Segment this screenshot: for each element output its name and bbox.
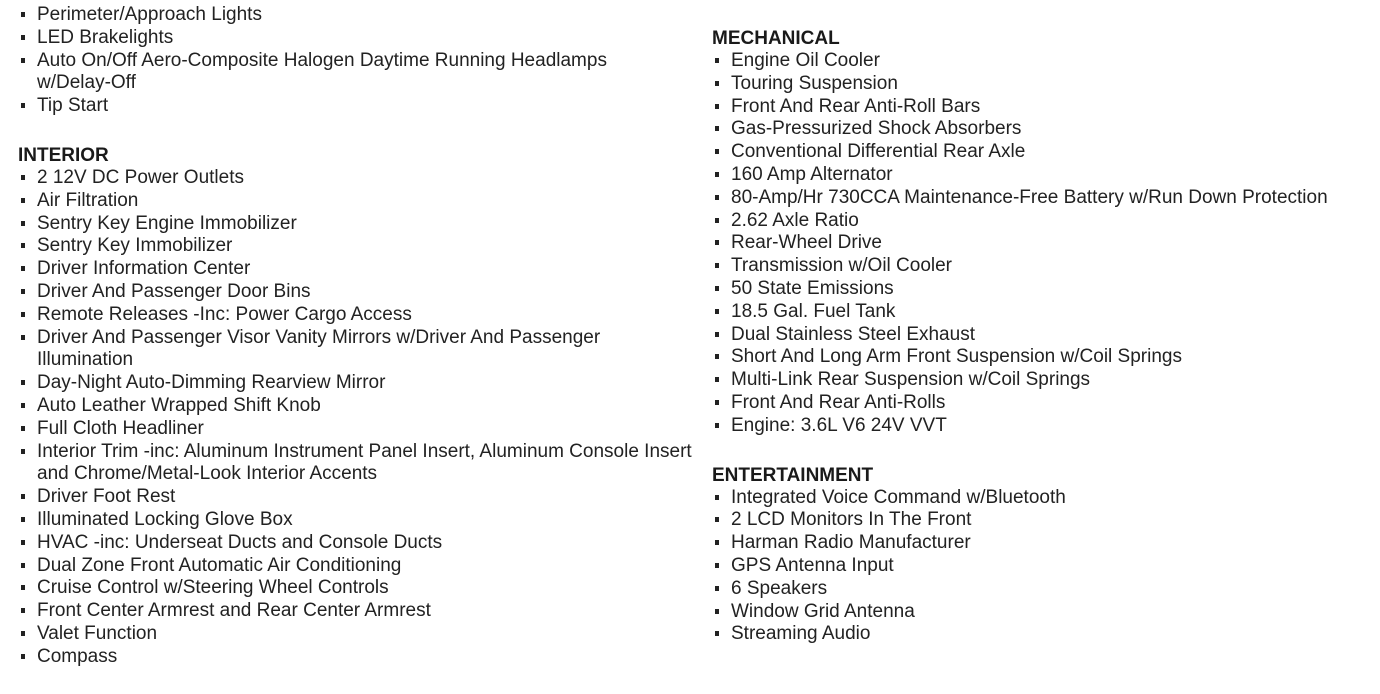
bullet-icon bbox=[715, 609, 719, 614]
bullet-icon bbox=[715, 240, 719, 245]
left-column bbox=[18, 4, 698, 669]
bullet-icon bbox=[21, 494, 25, 499]
bullet-icon bbox=[21, 103, 25, 108]
list-item: Driver And Passenger Visor Vanity Mirrors w/Driver And Passenger Illumination bbox=[18, 327, 677, 373]
section-title-entertainment: ENTERTAINMENT bbox=[712, 464, 874, 486]
list-item: Driver Foot Rest bbox=[18, 486, 698, 509]
list-item: Engine: 3.6L V6 24V VVT bbox=[712, 415, 1376, 438]
list-item: Auto On/Off Aero-Composite Halogen Daytime Running Headlamps w/Delay-Off bbox=[18, 50, 677, 96]
bullet-icon bbox=[715, 126, 719, 131]
bullet-icon bbox=[715, 149, 719, 154]
bullet-icon bbox=[21, 540, 25, 545]
bullet-icon bbox=[21, 608, 25, 613]
list-item: Dual Stainless Steel Exhaust bbox=[712, 324, 1376, 347]
list-item: 2 LCD Monitors In The Front bbox=[712, 509, 1376, 532]
list-item: LED Brakelights bbox=[18, 27, 698, 50]
section-gap bbox=[18, 118, 698, 144]
bullet-icon bbox=[21, 198, 25, 203]
mechanical-list bbox=[712, 50, 1376, 438]
bullet-icon bbox=[715, 400, 719, 405]
list-item: Window Grid Antenna bbox=[712, 601, 1376, 624]
list-item: Air Filtration bbox=[18, 190, 698, 213]
bullet-icon bbox=[21, 563, 25, 568]
list-item: Cruise Control w/Steering Wheel Controls bbox=[18, 577, 698, 600]
list-item: Conventional Differential Rear Axle bbox=[712, 141, 1376, 164]
list-item: Remote Releases -Inc: Power Cargo Access bbox=[18, 304, 698, 327]
entertainment-list bbox=[712, 487, 1376, 647]
list-item: 2.62 Axle Ratio bbox=[712, 210, 1376, 233]
right-column bbox=[712, 27, 1376, 646]
bullet-icon bbox=[21, 585, 25, 590]
bullet-icon bbox=[715, 286, 719, 291]
list-item: Rear-Wheel Drive bbox=[712, 232, 1376, 255]
bullet-icon bbox=[715, 263, 719, 268]
bullet-icon bbox=[715, 195, 719, 200]
list-item: 6 Speakers bbox=[712, 578, 1376, 601]
bullet-icon bbox=[21, 175, 25, 180]
interior-section bbox=[18, 144, 698, 669]
list-item: Driver And Passenger Door Bins bbox=[18, 281, 698, 304]
list-item: Interior Trim -inc: Aluminum Instrument Panel Insert, Aluminum Console Insert and Chrome/Metal-Look Interior Accents bbox=[18, 441, 709, 487]
bullet-icon bbox=[715, 104, 719, 109]
interior-list bbox=[18, 167, 698, 669]
list-item: Sentry Key Engine Immobilizer bbox=[18, 213, 698, 236]
list-item: 18.5 Gal. Fuel Tank bbox=[712, 301, 1376, 324]
bullet-icon bbox=[21, 426, 25, 431]
bullet-icon bbox=[715, 218, 719, 223]
entertainment-section bbox=[712, 464, 1376, 647]
list-item: Short And Long Arm Front Suspension w/Coil Springs bbox=[712, 346, 1376, 369]
bullet-icon bbox=[715, 58, 719, 63]
bullet-icon bbox=[715, 540, 719, 545]
list-item: Front And Rear Anti-Rolls bbox=[712, 392, 1376, 415]
bullet-icon bbox=[715, 631, 719, 636]
list-item: 160 Amp Alternator bbox=[712, 164, 1376, 187]
list-item: Auto Leather Wrapped Shift Knob bbox=[18, 395, 698, 418]
list-item: Streaming Audio bbox=[712, 623, 1376, 646]
exterior-list bbox=[18, 4, 698, 118]
section-title-interior: INTERIOR bbox=[18, 144, 109, 166]
list-item: Front Center Armrest and Rear Center Armrest bbox=[18, 600, 698, 623]
bullet-icon bbox=[715, 354, 719, 359]
list-item: Multi-Link Rear Suspension w/Coil Springs bbox=[712, 369, 1376, 392]
bullet-icon bbox=[21, 312, 25, 317]
bullet-icon bbox=[21, 221, 25, 226]
bullet-icon bbox=[21, 517, 25, 522]
list-item: Tip Start bbox=[18, 95, 698, 118]
section-title-mechanical: MECHANICAL bbox=[712, 28, 840, 49]
bullet-icon bbox=[715, 423, 719, 428]
bullet-icon bbox=[21, 403, 25, 408]
list-item: Day-Night Auto-Dimming Rearview Mirror bbox=[18, 372, 698, 395]
list-item: Compass bbox=[18, 646, 698, 669]
bullet-icon bbox=[715, 517, 719, 522]
bullet-icon bbox=[715, 495, 719, 500]
bullet-icon bbox=[21, 449, 25, 454]
list-item: GPS Antenna Input bbox=[712, 555, 1376, 578]
list-item: Engine Oil Cooler bbox=[712, 50, 1376, 73]
bullet-icon bbox=[21, 266, 25, 271]
section-gap bbox=[712, 438, 1376, 464]
list-item: Full Cloth Headliner bbox=[18, 418, 698, 441]
bullet-icon bbox=[715, 563, 719, 568]
list-item: 50 State Emissions bbox=[712, 278, 1376, 301]
bullet-icon bbox=[715, 81, 719, 86]
bullet-icon bbox=[715, 172, 719, 177]
list-item: Gas-Pressurized Shock Absorbers bbox=[712, 118, 1376, 141]
mechanical-section bbox=[712, 27, 1376, 438]
list-item: Sentry Key Immobilizer bbox=[18, 235, 698, 258]
bullet-icon bbox=[21, 58, 25, 63]
list-item: Perimeter/Approach Lights bbox=[18, 4, 698, 27]
list-item: 2 12V DC Power Outlets bbox=[18, 167, 698, 190]
list-item: Touring Suspension bbox=[712, 73, 1376, 96]
exterior-section bbox=[18, 4, 698, 118]
bullet-icon bbox=[21, 380, 25, 385]
bullet-icon bbox=[715, 309, 719, 314]
list-item: Dual Zone Front Automatic Air Conditioning bbox=[18, 555, 698, 578]
bullet-icon bbox=[21, 631, 25, 636]
list-item: Driver Information Center bbox=[18, 258, 698, 281]
list-item: Harman Radio Manufacturer bbox=[712, 532, 1376, 555]
list-item: 80-Amp/Hr 730CCA Maintenance-Free Battery w/Run Down Protection bbox=[712, 187, 1376, 210]
list-item: Valet Function bbox=[18, 623, 698, 646]
bullet-icon bbox=[715, 377, 719, 382]
list-item: Transmission w/Oil Cooler bbox=[712, 255, 1376, 278]
bullet-icon bbox=[21, 243, 25, 248]
list-item: Front And Rear Anti-Roll Bars bbox=[712, 96, 1376, 119]
list-item: HVAC -inc: Underseat Ducts and Console Ducts bbox=[18, 532, 698, 555]
bullet-icon bbox=[21, 289, 25, 294]
bullet-icon bbox=[21, 35, 25, 40]
bullet-icon bbox=[21, 12, 25, 17]
bullet-icon bbox=[715, 332, 719, 337]
bullet-icon bbox=[715, 586, 719, 591]
bullet-icon bbox=[21, 654, 25, 659]
list-item: Integrated Voice Command w/Bluetooth bbox=[712, 487, 1376, 510]
list-item: Illuminated Locking Glove Box bbox=[18, 509, 698, 532]
bullet-icon bbox=[21, 335, 25, 340]
